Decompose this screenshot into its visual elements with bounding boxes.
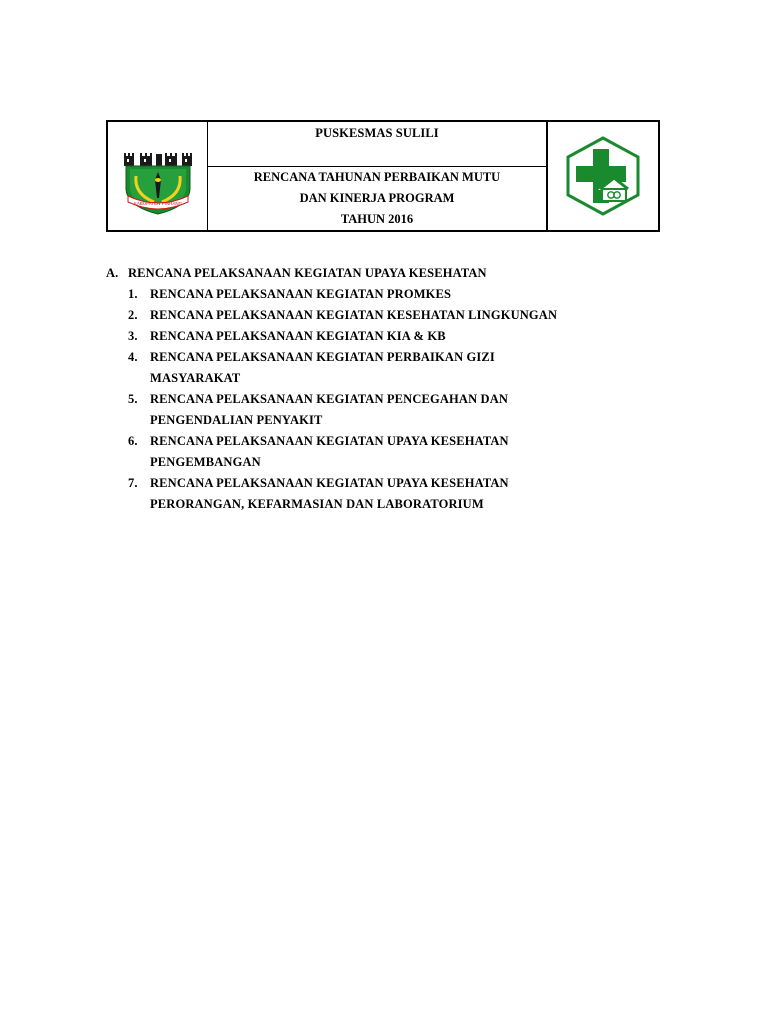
list-item-text xyxy=(150,389,666,431)
header-table xyxy=(106,120,660,232)
list-item-line: PENGEMBANGAN xyxy=(150,455,261,469)
list-item xyxy=(106,389,666,431)
title-line-1: RENCANA TAHUNAN PERBAIKAN MUTU xyxy=(253,170,501,184)
list-item-line: RENCANA PELAKSANAAN KEGIATAN PERBAIKAN GIZI xyxy=(150,350,495,364)
document-title xyxy=(208,167,546,230)
title-line-3: TAHUN 2016 xyxy=(340,212,414,226)
list-item-text xyxy=(150,305,666,326)
list-item-number: 3. xyxy=(128,329,138,343)
right-logo-cell xyxy=(548,122,658,230)
regency-crest-icon xyxy=(116,136,200,216)
list-item-number: 7. xyxy=(128,476,138,490)
list-item-line: RENCANA PELAKSANAAN KEGIATAN KIA & KB xyxy=(150,329,446,343)
list-item xyxy=(106,305,666,326)
list-item-line: RENCANA PELAKSANAAN KEGIATAN PROMKES xyxy=(150,287,452,301)
list-item xyxy=(106,473,666,515)
left-logo-cell xyxy=(108,122,208,230)
list-item-text xyxy=(150,431,666,473)
activity-list xyxy=(106,284,666,515)
list-item-number: 5. xyxy=(128,392,138,406)
header-title-cell xyxy=(208,122,548,230)
list-item-number: 1. xyxy=(128,287,138,301)
institution-name: PUSKESMAS SULILI xyxy=(208,122,546,167)
list-item-text xyxy=(150,326,666,347)
list-item-text xyxy=(150,347,666,389)
list-item-line: RENCANA PELAKSANAAN KEGIATAN UPAYA KESEHATAN xyxy=(150,434,509,448)
list-item-line: RENCANA PELAKSANAAN KEGIATAN KESEHATAN LINGKUNGAN xyxy=(150,308,558,322)
list-item-line: RENCANA PELAKSANAAN KEGIATAN PENCEGAHAN DAN xyxy=(150,392,509,406)
list-item-line: MASYARAKAT xyxy=(150,371,241,385)
list-item-line: PENGENDALIAN PENYAKIT xyxy=(150,413,323,427)
list-item xyxy=(106,431,666,473)
list-item-line: PERORANGAN, KEFARMASIAN DAN LABORATORIUM xyxy=(150,497,484,511)
list-item-number: 6. xyxy=(128,434,138,448)
list-item xyxy=(106,284,666,305)
list-item-text xyxy=(150,284,666,305)
list-item-line: RENCANA PELAKSANAAN KEGIATAN UPAYA KESEHATAN xyxy=(150,476,509,490)
crest-ribbon-text: KABUPATEN PINRANG xyxy=(133,201,182,206)
list-item xyxy=(106,347,666,389)
list-item-text xyxy=(150,473,666,515)
section-marker: A. xyxy=(106,266,119,280)
list-item-number: 4. xyxy=(128,350,138,364)
section-title: RENCANA PELAKSANAAN KEGIATAN UPAYA KESEHATAN xyxy=(128,266,487,280)
list-item xyxy=(106,326,666,347)
title-line-2: DAN KINERJA PROGRAM xyxy=(299,191,455,205)
puskesmas-logo-icon xyxy=(562,135,644,217)
document-content xyxy=(106,263,666,515)
list-item-number: 2. xyxy=(128,308,138,322)
section-heading xyxy=(106,263,666,284)
